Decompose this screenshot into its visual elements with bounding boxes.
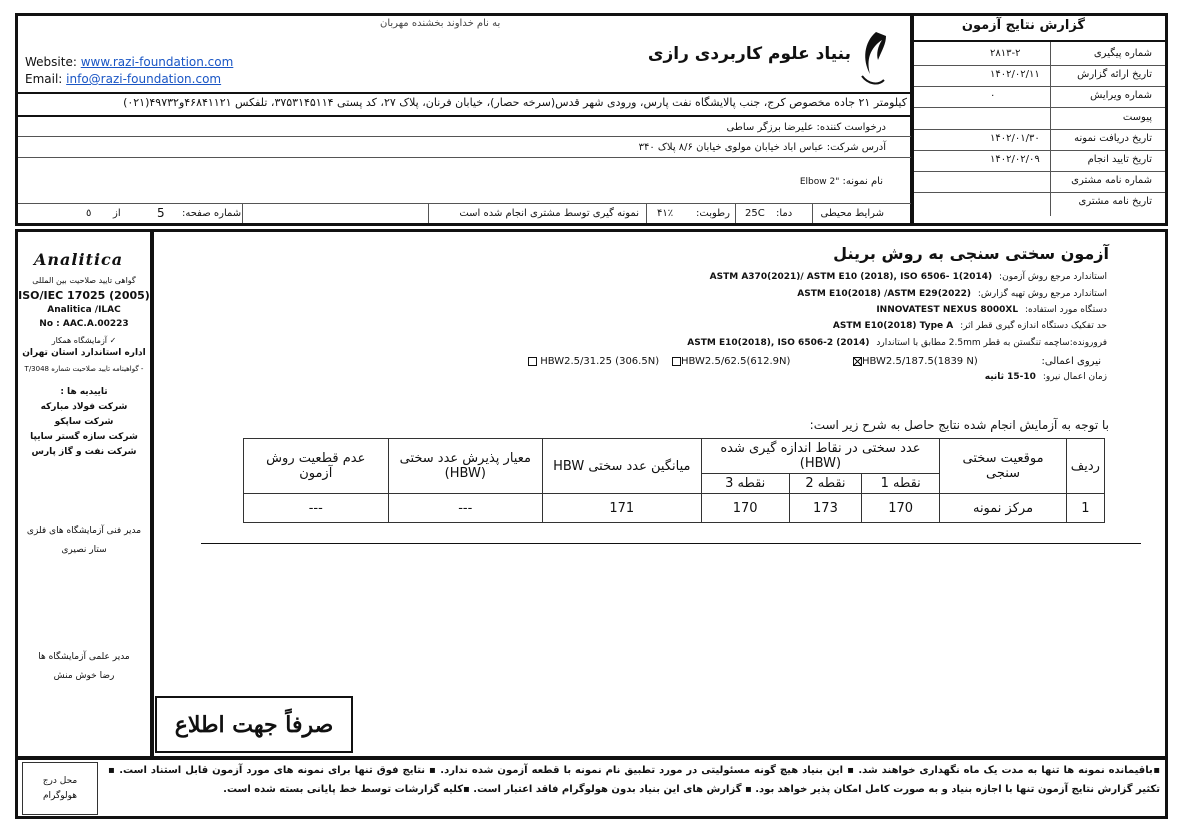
spec-line-label: دستگاه مورد استفاده: <box>1024 305 1107 315</box>
checkbox-icon[interactable] <box>528 357 537 366</box>
company-address: آدرس شرکت: عباس اباد خیابان مولوی خیابان ۸/۶ پلاک ۳۴۰ <box>638 142 886 153</box>
report-row-label: تاریخ تایید انجام <box>1087 154 1152 165</box>
report-row-divider <box>914 171 1165 172</box>
website-label: Website: <box>25 55 77 69</box>
col-p1-header: نقطه 1 <box>862 474 940 494</box>
approval-item: شرکت ساپکو <box>54 417 114 427</box>
force-option-1[interactable] <box>851 356 978 367</box>
report-row-label: شماره نامه مشتری <box>1071 175 1152 187</box>
report-row-divider <box>914 107 1165 108</box>
tech-manager-name: ستار نصیری <box>61 545 107 555</box>
email-label: Email: <box>25 72 63 86</box>
col-p3-header: نقطه 3 <box>701 474 789 494</box>
org-name: بنیاد علوم کاربردی رازی <box>647 44 851 64</box>
cell-uncertainty: --- <box>244 494 389 523</box>
partner-org: اداره استاندارد استان تهران <box>22 348 146 358</box>
razi-logo-icon <box>856 30 888 88</box>
cell-criteria: --- <box>388 494 543 523</box>
table-row <box>244 494 1105 523</box>
sampling-note: نمونه گیری توسط مشتری انجام شده است <box>459 208 639 219</box>
address-line: کیلومتر ۲۱ جاده مخصوص کرج، جنب پالایشگاه نفت پارس، ورودی شهر قدس(سرخه حصار)، خیابان فرنان، پلاک ۲۷، کد پستی ۳۷۵۳۱۴۵۱۱۴، تلفکس ۴۶۸۴۱۱۲۱و۴۹۷۳۲(۰۲۱) <box>123 96 907 109</box>
hologram-box <box>22 762 98 815</box>
spec-line <box>797 289 1107 299</box>
report-row-divider <box>914 86 1165 87</box>
report-row-value: ۱۴۰۲/۰۱/۳۰ <box>990 132 1040 144</box>
ilac: Analitica /ILAC <box>47 305 121 315</box>
col-row-header: ردیف <box>1066 439 1104 494</box>
footer-notes: ▪باقیمانده نمونه ها تنها به مدت یک ماه نگهداری خواهند شد. ▪ این بنیاد هیچ گونه مسئولیتی در مورد تطبیق نام نمونه با قطعه آزمون شده ندارد. ▪ نتایج فوق تنها برای نمونه های مورد آزمون قابل استناد است. ▪ تکثیر گزارش نتایج آزمون تنها با اجازه بنیاد و به صورت کامل امکان پذیر خواهد بود. ▪ گزارش های این بنیاد بدون هولوگرام فاقد اعتبار است. ▪کلیه گزارشات توسط خط پایانی بسته شده است. <box>108 765 1160 795</box>
approval-item: شرکت نفت و گاز پارس <box>31 447 137 457</box>
email-line <box>25 72 221 86</box>
sci-manager-name: رضا خوش منش <box>53 671 115 681</box>
force-label: نیروی اعمالی: <box>1041 356 1101 367</box>
temp-value: 25C <box>745 208 765 219</box>
partner-label-text: آزمایشگاه همکار <box>51 336 108 345</box>
spec-line <box>876 305 1107 315</box>
cert-caption: گواهی تایید صلاحیت بین المللی <box>32 276 136 285</box>
approval-item: شرکت فولاد مبارکه <box>40 402 128 412</box>
checkbox-icon[interactable] <box>672 357 681 366</box>
results-intro: با توجه به آزمایش انجام شده نتایج حاصل به شرح زیر است: <box>809 418 1109 432</box>
page-label: شماره صفحه: <box>182 208 242 219</box>
check-icon: ✓ <box>109 336 117 345</box>
col-position-header: موقعیت سختی سنجی <box>940 439 1066 494</box>
report-row-value: ۰ <box>990 90 996 102</box>
website-line <box>25 55 233 69</box>
col-criteria-header: معیار پذیرش عدد سختی (HBW) <box>388 439 543 494</box>
col-uncertainty-header: عدم قطعیت روش آزمون <box>244 439 389 494</box>
force-option-1-label: HBW2.5/187.5(1839 N) <box>862 356 978 367</box>
requester: درخواست کننده: علیرضا برزگر ساطی <box>726 122 886 133</box>
cell-p1: 170 <box>862 494 940 523</box>
humidity-value: ۴۱٪ <box>657 208 674 219</box>
page-of: از <box>113 208 121 219</box>
report-row-value: ۱۴۰۲/۰۲/۱۱ <box>990 69 1040 81</box>
spec-line-value: 10-15 ثانیه <box>984 372 1036 382</box>
force-option-3[interactable] <box>526 356 659 367</box>
partner-cert: - گواهینامه تایید صلاحیت شماره T/3048 <box>24 365 144 373</box>
spec-line-label: فرورونده:ساچمه تنگستن به قطر 2.5mm مطابق با استاندارد <box>876 338 1107 348</box>
approval-item: شرکت سازه گستر سایپا <box>30 432 138 442</box>
spec-line-value: ASTM E10(2018) /ASTM E29(2022) <box>797 289 971 299</box>
spec-line <box>833 321 1107 331</box>
bismillah: به نام خداوند بخشنده مهربان <box>380 18 501 29</box>
partner-label <box>18 336 150 345</box>
page-total: ٥ <box>86 208 92 219</box>
checked-box-icon[interactable] <box>853 357 862 366</box>
cell-avg: 171 <box>543 494 702 523</box>
report-row-label: تاریخ ارائه گزارش <box>1077 69 1152 81</box>
cell-p3: 170 <box>701 494 789 523</box>
email-link[interactable]: info@razi-foundation.com <box>66 72 222 86</box>
col-group-header: عدد سختی در نقاط اندازه گیری شده (HBW) <box>701 439 940 474</box>
end-line <box>201 543 1141 544</box>
sample-name: Elbow 2" <box>799 177 840 187</box>
report-row-divider <box>914 65 1165 66</box>
page-number: 5 <box>157 206 165 220</box>
info-only-stamp <box>155 696 353 753</box>
spec-line <box>710 272 1107 282</box>
spec-line-label: زمان اعمال نیرو: <box>1042 372 1107 382</box>
website-link[interactable]: www.razi-foundation.com <box>80 55 234 69</box>
temp-label: دما: <box>776 208 793 219</box>
cert-number: No : AAC.A.00223 <box>39 319 129 329</box>
report-row-label: شماره ویرایش <box>1090 90 1152 102</box>
sample-name-row <box>800 176 883 187</box>
sci-manager-title: مدیر علمی آزمایشگاه ها <box>38 652 130 662</box>
spec-line-value: ASTM E10(2018) Type A <box>832 321 954 331</box>
col-p2-header: نقطه 2 <box>789 474 861 494</box>
iso-standard: ISO/IEC 17025 (2005) <box>18 289 150 302</box>
report-row-value: ۱۴۰۲/۰۲/۰۹ <box>990 154 1040 165</box>
spec-line <box>687 338 1107 348</box>
spec-line <box>985 372 1107 382</box>
cell-position: مرکز نمونه <box>940 494 1066 523</box>
spec-line-value: ASTM E10(2018), ISO 6506-2 (2014) <box>687 338 870 348</box>
spec-line-value: INNOVATEST NEXUS 8000XL <box>876 305 1019 315</box>
spec-line-value: ASTM A370(2021)/ ASTM E10 (2018), ISO 6506- 1(2014) <box>709 272 993 282</box>
cell-p2: 173 <box>789 494 861 523</box>
spec-line-label: حد تفکیک دستگاه اندازه گیری قطر اثر: <box>960 321 1107 331</box>
analitica-logo: Analitica <box>34 250 124 269</box>
tech-manager-title: مدیر فنی آزمایشگاه های فلزی <box>26 526 142 536</box>
spec-line-label: استاندارد مرجع روش آزمون: <box>999 272 1107 282</box>
report-row-label: شماره پیگیری <box>1093 48 1152 59</box>
report-row-divider <box>914 150 1165 151</box>
report-row-divider <box>914 192 1165 193</box>
sample-name-label: نام نمونه: <box>842 176 883 187</box>
spec-line-label: استاندارد مرجع روش تهیه گزارش: <box>977 289 1107 299</box>
report-row-label: تاریخ نامه مشتری <box>1078 196 1152 208</box>
force-option-3-label: HBW2.5/31.25 (306.5N) <box>540 356 660 367</box>
stamp-text: صرفاً جهت اطلاع <box>174 711 334 738</box>
cell-row: 1 <box>1066 494 1104 523</box>
test-title: آزمون سختی سنجی به روش برینل <box>833 244 1109 263</box>
humidity-label: رطوبت: <box>696 208 730 219</box>
approved-label: تاییدیه ها : <box>60 387 108 397</box>
force-option-2-label: HBW2.5/62.5(612.9N) <box>681 356 791 367</box>
report-row-label: پیوست <box>1122 111 1152 123</box>
report-row-value: ۲۸۱۳-۲ <box>990 48 1021 59</box>
report-row-label: تاریخ دریافت نمونه <box>1074 132 1152 144</box>
env-label: شرایط محیطی <box>820 208 884 219</box>
results-table <box>243 438 1105 523</box>
report-row-divider <box>914 129 1165 130</box>
force-option-2[interactable] <box>670 356 790 367</box>
col-avg-header: میانگین عدد سختی HBW <box>543 439 702 494</box>
report-title: گزارش نتایج آزمون <box>961 18 1085 33</box>
hologram-label: محل درج هولوگرام <box>42 776 78 801</box>
